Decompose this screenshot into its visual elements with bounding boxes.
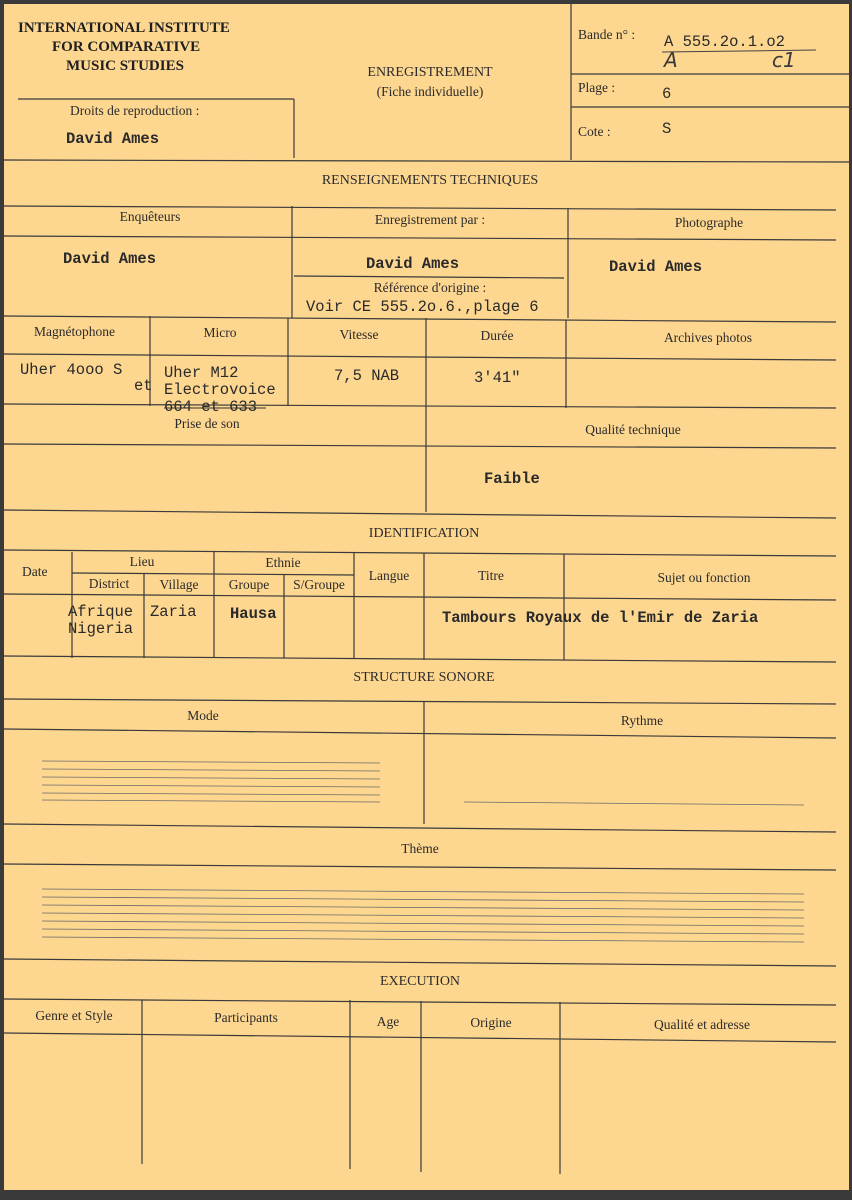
rights-label: Droits de reproduction : [70,103,200,118]
enregistrement-value: David Ames [366,255,460,273]
micro-line-1: Uher M12 [164,364,239,382]
reference-value: Voir CE 555.2o.6.,plage 6 [306,298,539,316]
micro-label: Micro [203,325,237,340]
village-label: Village [159,577,199,592]
enqueteurs-label: Enquêteurs [119,209,181,224]
photographe-value: David Ames [609,258,703,276]
identification-heading: IDENTIFICATION [368,526,480,541]
rights-value: David Ames [66,130,160,148]
titre-value: Tambours Royaux de l'Emir de Zaria [442,609,759,627]
enqueteurs-value: David Ames [63,250,157,268]
enregistrement-label: Enregistrement par : [374,212,486,227]
district-line-1: Afrique [68,603,134,621]
district-line-2: Nigeria [68,620,134,638]
bande-label: Bande n° : [578,27,636,42]
vitesse-label: Vitesse [339,327,379,342]
qualite-adresse-label: Qualité et adresse [654,1017,750,1032]
magnetophone-value: Uher 4ooo S [20,361,123,379]
bande-handwritten-b: c1 [772,48,796,72]
reference-label: Référence d'origine : [373,280,487,295]
tech-heading: RENSEIGNEMENTS TECHNIQUES [321,173,539,188]
age-label: Age [376,1014,400,1029]
form-title: ENREGISTREMENT [367,65,493,80]
magnetophone-label: Magnétophone [34,324,115,339]
cote-label: Cote : [578,124,611,139]
photographe-label: Photographe [674,215,744,230]
duree-value: 3'41" [474,369,521,387]
qualite-technique-value: Faible [484,470,540,488]
micro-et: et [134,377,153,395]
titre-label: Titre [478,568,504,583]
qualite-technique-label: Qualité technique [585,422,681,437]
cote-value: S [662,120,672,138]
theme-label: Thème [401,841,439,856]
form-subtitle: (Fiche individuelle) [376,84,484,99]
date-label: Date [22,564,48,579]
vitesse-value: 7,5 NAB [334,367,400,385]
origine-label: Origine [470,1015,512,1030]
groupe-value: Hausa [230,605,277,623]
structure-heading: STRUCTURE SONORE [353,670,495,685]
groupe-label: Groupe [228,577,270,592]
institute-line-3: MUSIC STUDIES [66,58,184,74]
district-label: District [88,576,130,591]
duree-label: Durée [480,328,514,343]
ethnie-label: Ethnie [265,555,301,570]
bande-handwritten-a: A [664,48,678,72]
participants-label: Participants [214,1010,278,1025]
plage-value: 6 [662,85,672,103]
micro-line-2: Electrovoice [164,381,276,399]
bande-value: A 555.2o.1.o2 [664,33,785,51]
institute-line-1: INTERNATIONAL INSTITUTE [18,20,230,36]
genre-style-label: Genre et Style [35,1008,113,1023]
index-card [4,4,849,1190]
lieu-label: Lieu [129,554,155,569]
village-value: Zaria [150,603,197,621]
mode-label: Mode [187,708,219,723]
micro-line-3: 664 et 633 [164,398,258,416]
prise-de-son-label: Prise de son [174,416,240,431]
archives-photos-label: Archives photos [663,330,753,345]
rythme-label: Rythme [620,713,664,728]
institute-line-2: FOR COMPARATIVE [52,39,201,55]
sgroupe-label: S/Groupe [293,577,345,592]
sujet-label: Sujet ou fonction [657,570,751,585]
plage-label: Plage : [578,80,616,95]
execution-heading: EXECUTION [379,974,461,989]
langue-label: Langue [368,568,410,583]
